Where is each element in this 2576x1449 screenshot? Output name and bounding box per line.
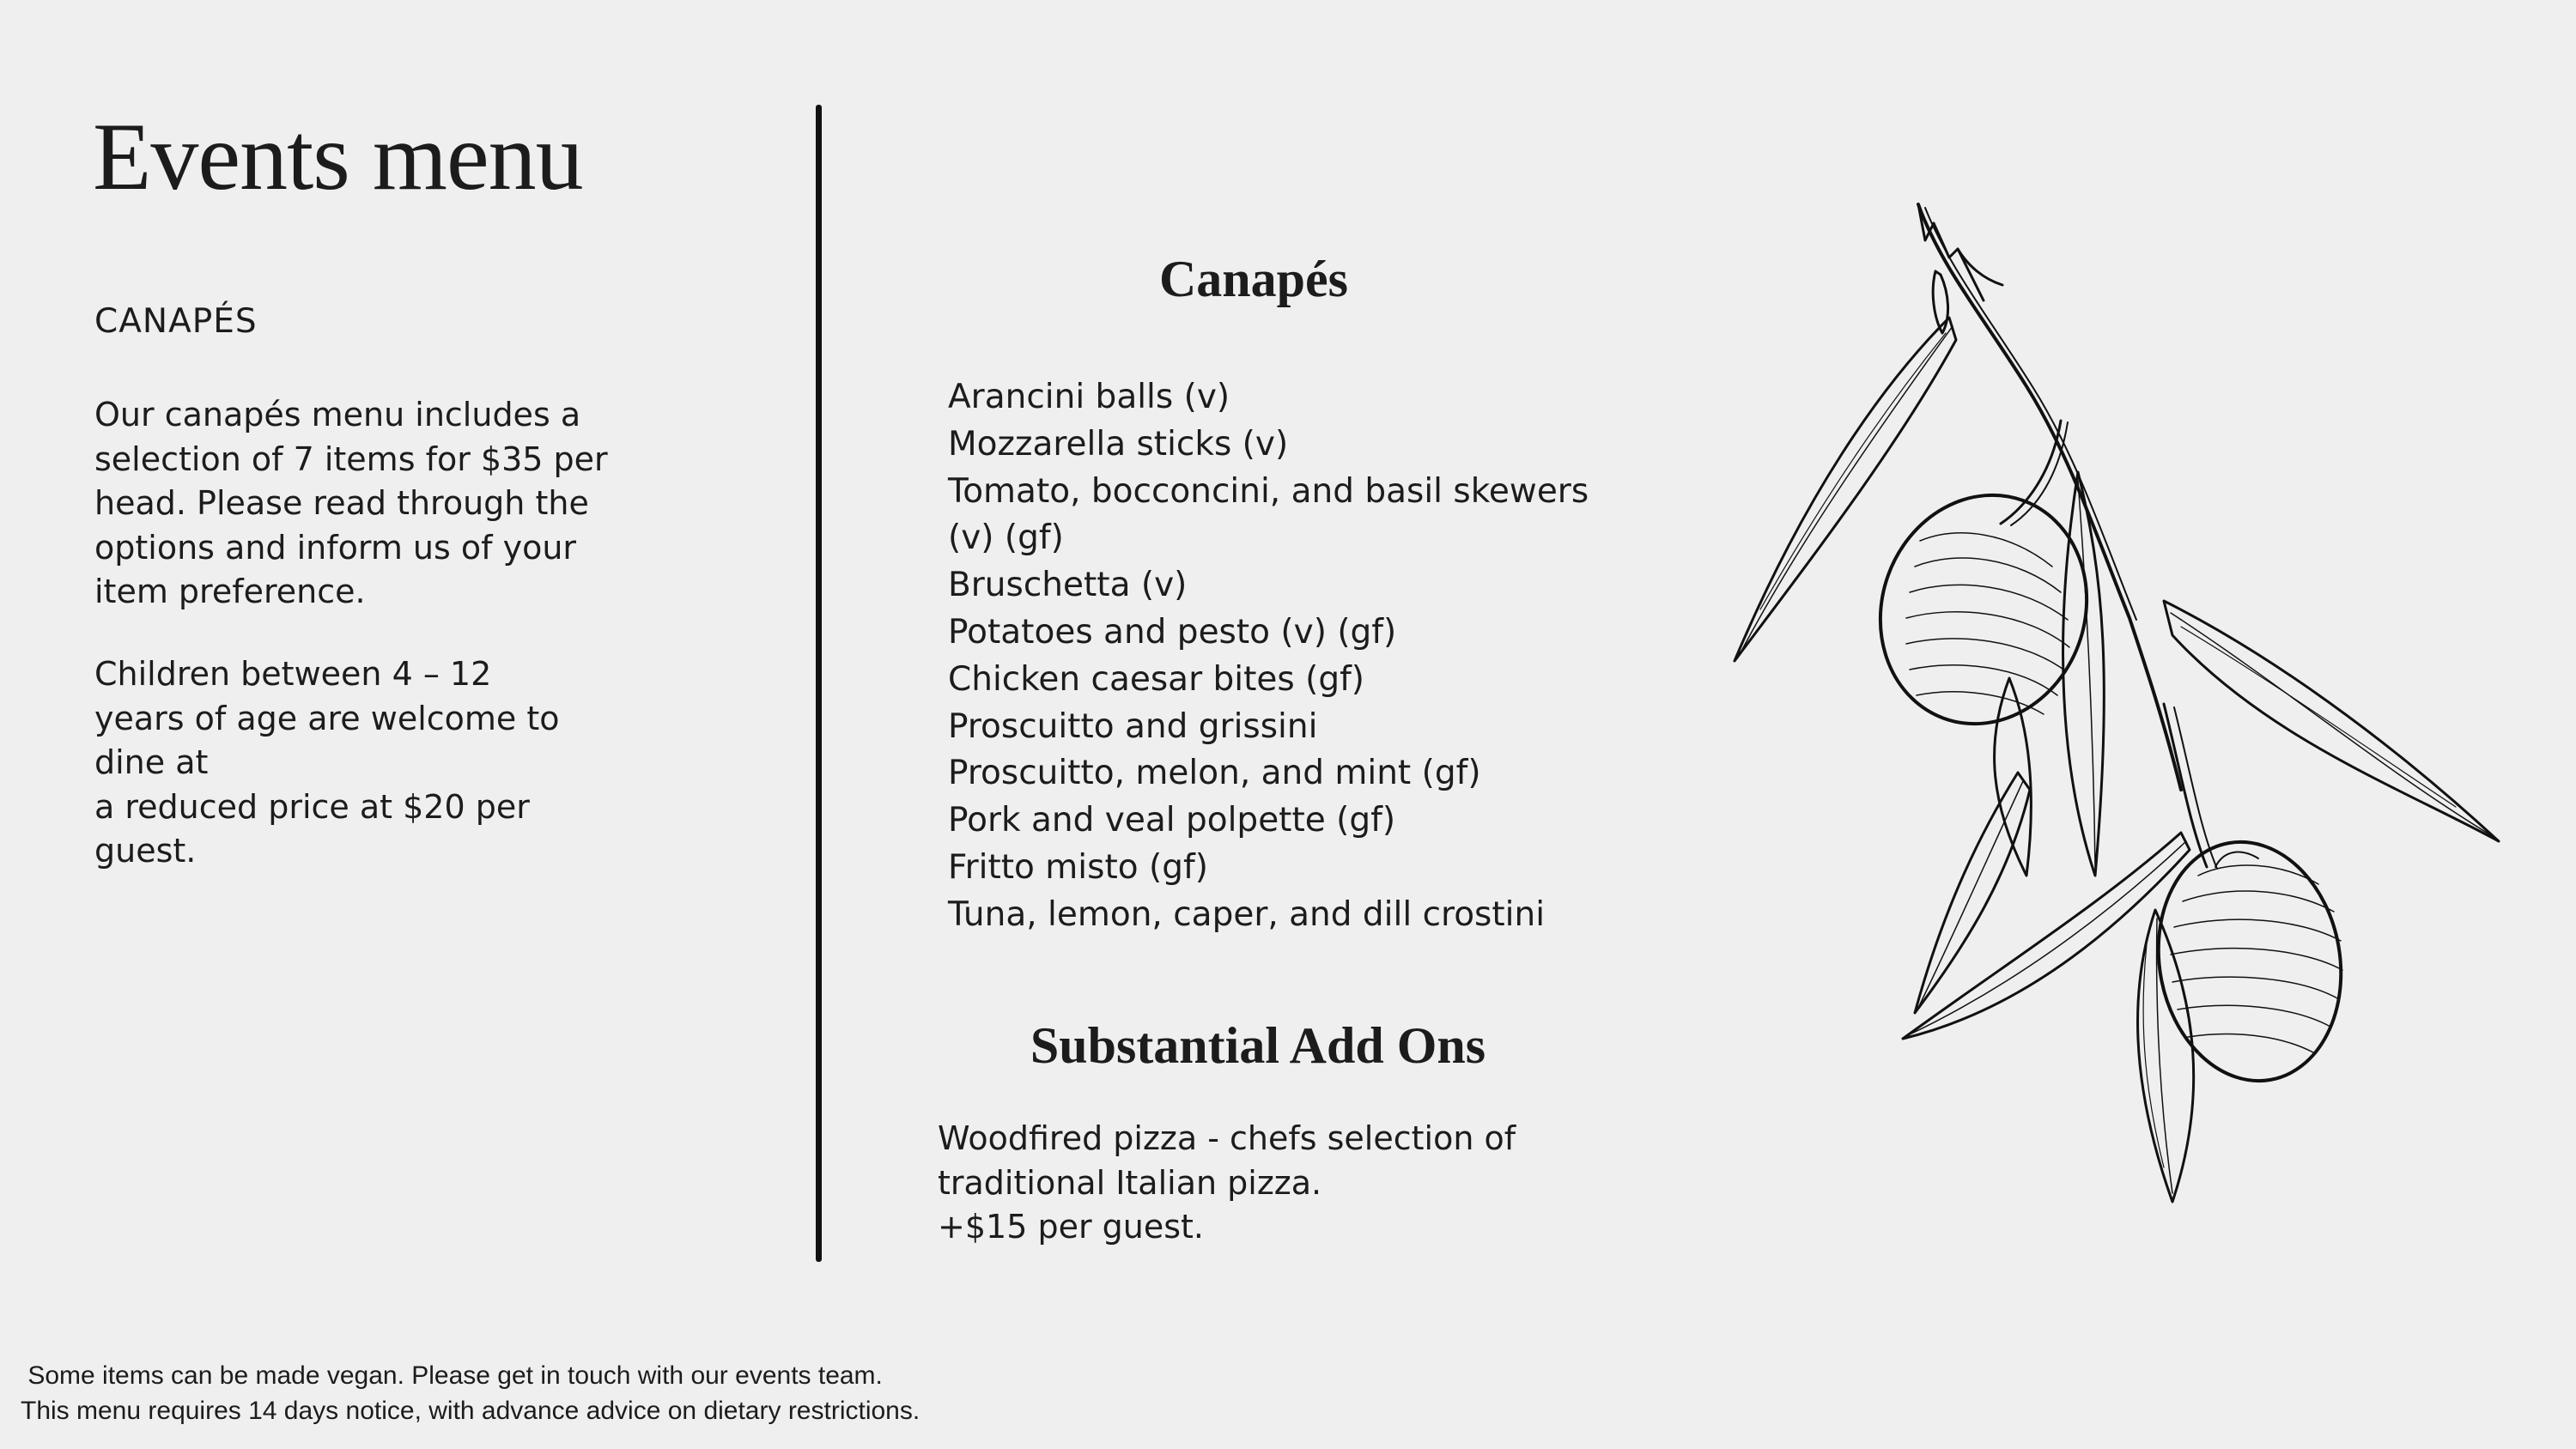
children-line: a reduced price at $20 per guest. [94,787,530,870]
list-item: Mozzarella sticks (v) [948,424,1289,464]
children-line: years of age are welcome to dine at [94,699,560,781]
section-label-canapes: CANAPÉS [94,302,258,341]
olive-branch-icon [1700,189,2524,1228]
footer-line: This menu requires 14 days notice, with advance advice on dietary restrictions. [21,1397,920,1425]
list-item: Chicken caesar bites (gf) [948,659,1365,699]
list-item: Potatoes and pesto (v) (gf) [948,612,1397,652]
page-title: Events menu [93,104,583,210]
canapes-list [948,374,1635,939]
vertical-divider [816,105,822,1262]
list-item: Bruschetta (v) [948,566,1188,605]
list-item: Proscuitto and grissini [948,706,1318,746]
list-item: Pork and veal polpette (gf) [948,801,1396,840]
addon-line: +$15 per guest. [938,1208,1205,1246]
children-pricing-text [94,652,627,874]
footer-line: Some items can be made vegan. Please get in touch with our events team. [21,1361,883,1390]
addons-description [938,1117,1590,1250]
footer-notes [21,1358,920,1428]
list-item: Arancini balls (v) [948,378,1230,416]
list-item: Proscuitto, melon, and mint (gf) [948,754,1481,793]
addons-heading: Substantial Add Ons [1030,1017,1486,1074]
addon-line: Woodfired pizza - chefs selection of traditional Italian pizza. [938,1119,1516,1202]
list-item: Tuna, lemon, caper, and dill crostini [948,894,1546,934]
list-item: Tomato, bocconcini, and basil skewers (v) (gf) [948,471,1589,558]
list-item: Fritto misto (gf) [948,847,1208,887]
canapes-intro-text: Our canapés menu includes a selection of 7 items for $35 per head. Please read through the options and inform us of your item preference. [94,396,608,610]
children-line: Children between 4 – 12 [94,655,492,693]
canapes-heading: Canapés [1158,251,1349,307]
